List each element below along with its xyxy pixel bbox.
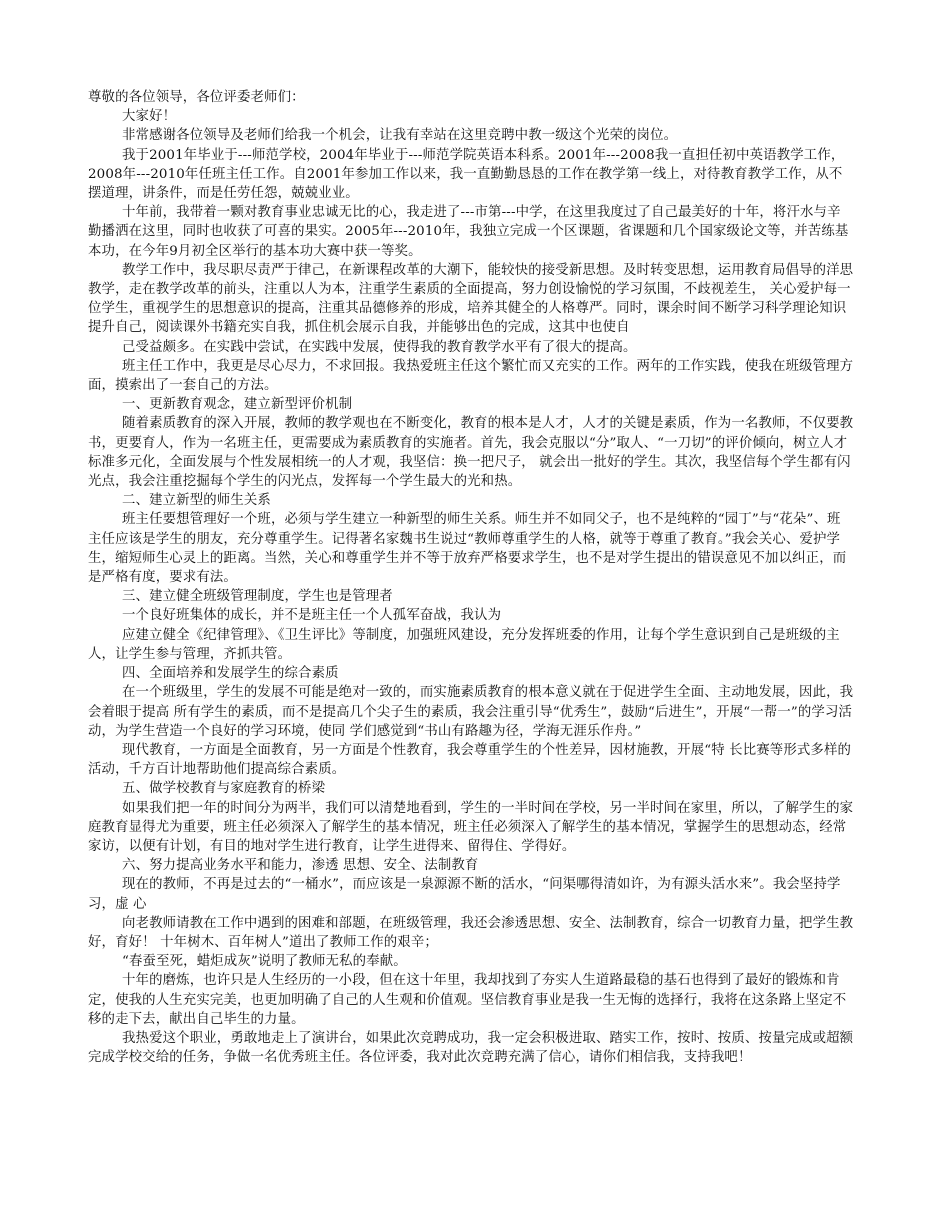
paragraph: 我于2001年毕业于---师范学校，2004年毕业于---师范学院英语本科系。2001年---2008我一直担任初中英语教学工作，2008年---2010年任班主任工作。自2001年参加工作以来，我一直勤勤恳恳的工作在教学第一线上，对待教育教学工作，从不摆道理，讲条件，而是任劳任怨，兢兢业业。 [88, 147, 845, 202]
paragraph: 教学工作中，我尽职尽责严于律己，在新课程改革的大潮下，能较快的接受新思想。及时转变思想，运用教育局倡导的洋思教学，走在教学改革的前头，注重以人为本，注重学生素质的全面提高，努力创设愉悦的学习氛围，不歧视差生， 关心爱护每一位学生，重视学生的思想意识的提高，注重其品德修养的形成，培养其健全的人格尊严。同时，课余时间不断学习科学理论知识提升自己，阅读课外书籍充实自我，抓住机会展示自我，并能够出色的完成，这其中也使自 [88, 262, 854, 336]
paragraph: 随着素质教育的深入开展，教师的教学观也在不断变化，教育的根本是人才，人才的关键是素质，作为一名教师，不仅要教书，更要育人，作为一名班主任，更需要成为素质教育的实施者。首先，我会克服以“分”取人、“一刀切”的评价倾向，树立人才标准多元化，全面发展与个性发展相统一的人才观，我坚信：换一把尺子， 就会出一批好的学生。其次，我坚信每个学生都有闪光点，我会注重挖掘每个学生的闪光点，发挥每一个学生最大的光和热。 [88, 416, 854, 490]
greeting: 大家好！ [122, 109, 177, 125]
paragraph: 应建立健全《纪律管理》、《卫生评比》等制度，加强班风建设，充分发挥班委的作用，让每个学生意识到自己是班级的主人，让学生参与管理，齐抓共管。 [88, 627, 840, 662]
paragraph: 十年前，我带着一颗对教育事业忠诚无比的心，我走进了---市第---中学，在这里我度过了自己最美好的十年，将汗水与辛勤播洒在这里，同时也收获了可喜的果实。2005年---2010年，我独立完成一个区课题，省课题和几个国家级论文等，并苦练基本功，在今年9月初全区举行的基本功大赛中获一等奖。 [88, 205, 849, 259]
paragraph: 在一个班级里，学生的发展不可能是绝对一致的，而实施素质教育的根本意义就在于促进学生全面、主动地发展，因此，我会着眼于提高 所有学生的素质，而不是提高几个尖子生的素质，我会注重引导“优秀生”，鼓励“后进生”，开展“一帮一”的学习活动，为学生营造一个良好的学习环境，使同 学们感觉到“书山有路趣为径，学海无涯乐作舟。” [88, 685, 854, 739]
paragraph: 现代教育，一方面是全面教育，另一方面是个性教育，我会尊重学生的个性差异，因材施教，开展“特 长比赛等形式多样的活动，千方百计地帮助他们提高综合素质。 [88, 742, 852, 778]
paragraph: 现在的教师，不再是过去的“一桶水”，而应该是一泉源源不断的活水，“问渠哪得清如许，为有源头活水来”。我会坚持学习，虚 心 [88, 877, 841, 912]
paragraph: 十年的磨炼，也许只是人生经历的一小段，但在这十年里，我却找到了夯实人生道路最稳的基石也得到了最好的锻炼和肯定，使我的人生充实完美，也更加明确了自己的人生观和价值观。坚信教育事业是我一生无悔的选择行，我将在这条路上坚定不移的走下去，献出自己毕生的力量。 [88, 973, 847, 1027]
paragraph: 一个良好班集体的成长，并不是班主任一个人孤军奋战，我认为 [122, 608, 502, 624]
salutation: 尊敬的各位领导，各位评委老师们： [88, 90, 305, 105]
paragraph: 向老教师请教在工作中遇到的困难和部题，在班级管理，我还会渗透思想、安全、法制教育，综合一切教育力量，把学生教好，育好！ 十年树木、百年树人”道出了教师工作的艰辛； [88, 915, 854, 950]
section-heading: 二、建立新型的师生关系 [122, 493, 271, 509]
closing-paragraph: 我热爱这个职业，勇敢地走上了演讲台，如果此次竞聘成功，我一定会积极进取、踏实工作，按时、按质、按量完成或超额完成学校交给的任务，争做一名优秀班主任。各位评委，我对此次竞聘充满了信心，请你们相信我，支持我吧！ [88, 1030, 854, 1066]
paragraph: 班主任要想管理好一个班，必须与学生建立一种新型的师生关系。师生并不如同父子，也不是纯粹的“园丁”与“花朵”、班主任应该是学生的朋友，充分尊重学生。记得著名家魏书生说过“教师尊重学生的人格，就等于尊重了教育。”我会关心、爱护学生，缩短师生心灵上的距离。当然，关心和尊重学生并不等于放弃严格要求学生，也不是对学生提出的错误意见不加以纠正，而是严格有度，要求有法。 [88, 512, 847, 586]
section-heading: 四、全面培养和发展学生的综合素质 [122, 666, 339, 682]
paragraph: 非常感谢各位领导及老师们给我一个机会，让我有幸站在这里竞聘中教一级这个光荣的岗位。 [122, 128, 678, 144]
section-heading: 五、做学校教育与家庭教育的桥梁 [122, 781, 326, 797]
paragraph: 己受益颇多。在实践中尝试，在实践中发展，使得我的教育教学水平有了很大的提高。 [122, 339, 637, 355]
section-heading: 六、努力提高业务水平和能力，渗透 思想、安全、法制教育 [122, 858, 479, 874]
paragraph: 如果我们把一年的时间分为两半，我们可以清楚地看到，学生的一半时间在学校，另一半时间在家里，所以，了解学生的家庭教育显得尤为重要，班主任必须深入了解学生的基本情况，班主任必须深入了解学生的基本情况，掌握学生的思想动态，经常家访，以便有计划，有目的地对学生进行教育，让学生进得来、留得住、学得好。 [88, 800, 854, 854]
paragraph: 班主任工作中，我更是尽心尽力，不求回报。我热爱班主任这个繁忙而又充实的工作。两年的工作实践，使我在班级管理方面，摸索出了一套自己的方法。 [88, 358, 854, 394]
section-heading: 三、建立健全班级管理制度，学生也是管理者 [122, 589, 393, 605]
section-heading: 一、更新教育观念，建立新型评价机制 [122, 397, 353, 413]
paragraph: “春蚕至死，蜡炬成灰”说明了教师无私的奉献。 [122, 954, 407, 970]
